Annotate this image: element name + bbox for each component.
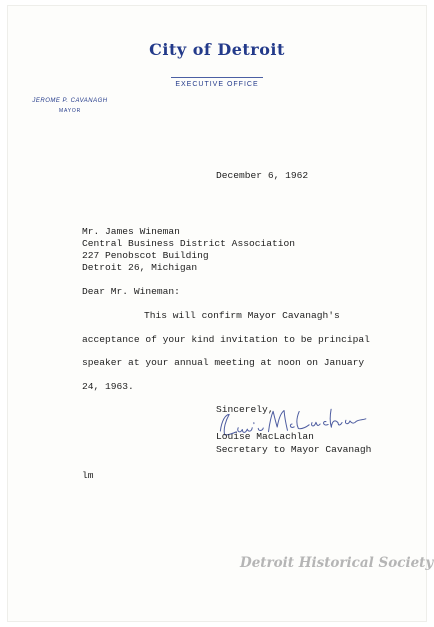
recipient-line: 227 Penobscot Building bbox=[82, 250, 209, 261]
recipient-line: Mr. James Wineman bbox=[82, 226, 180, 237]
salutation: Dear Mr. Wineman: bbox=[82, 286, 180, 297]
letter-date: December 6, 1962 bbox=[216, 170, 309, 181]
letterhead-title: City of Detroit bbox=[149, 40, 285, 59]
recipient-line: Detroit 26, Michigan bbox=[82, 262, 198, 273]
recipient-line: Central Business District Association bbox=[82, 238, 296, 249]
watermark: Detroit Historical Society bbox=[240, 555, 434, 571]
typist-initials: lm bbox=[82, 470, 94, 481]
body-line: 24, 1963. bbox=[82, 381, 134, 392]
body-line: acceptance of your kind invitation to be principal bbox=[82, 334, 370, 345]
mayor-title: MAYOR bbox=[59, 108, 81, 114]
letterhead-office: EXECUTIVE OFFICE bbox=[175, 81, 259, 88]
signer-name: Louise MacLachlan bbox=[216, 431, 314, 442]
signer-title: Secretary to Mayor Cavanagh bbox=[216, 444, 372, 455]
body-line: speaker at your annual meeting at noon on January bbox=[82, 357, 365, 368]
letterhead-divider bbox=[171, 77, 263, 78]
closing: Sincerely, bbox=[216, 404, 274, 415]
mayor-name: JEROME P. CAVANAGH bbox=[32, 98, 108, 104]
body-line: This will confirm Mayor Cavanagh's bbox=[144, 310, 340, 321]
